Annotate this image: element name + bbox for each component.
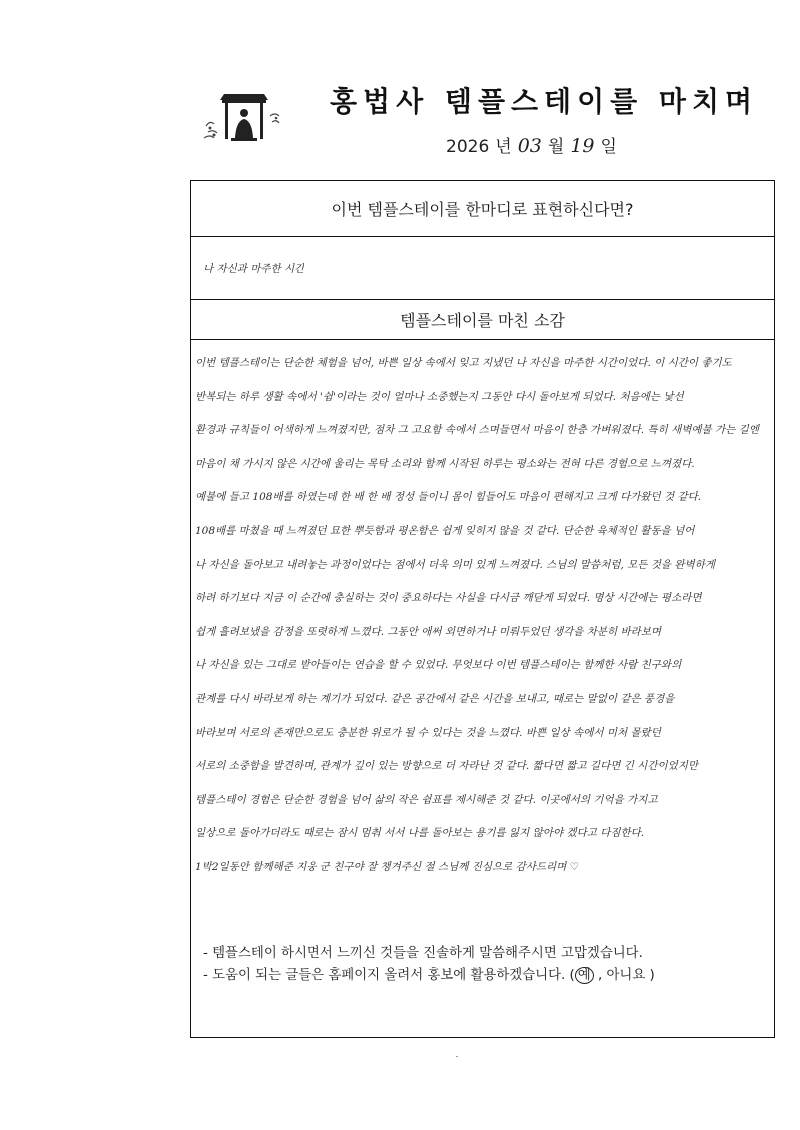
essay-line: 쉽게 흘려보냈을 감정을 또렷하게 느꼈다. 그동안 애써 외면하거나 미뤄두었던 생각을 차분히 바라보며 (195, 625, 662, 638)
essay-line: 일상으로 돌아가더라도 때로는 잠시 멈춰 서서 나를 돌아보는 용기를 잃지 않아야 겠다고 다짐한다. (195, 827, 645, 840)
essay-line: 1박2일동안 함께해준 지웅 군 친구야 잘 챙겨주신 절 스님께 진심으로 감사드리며 ♡ (195, 860, 580, 873)
essay-line: 예불에 들고 108배를 하였는데 한 배 한 배 정성 들이니 몸이 힘들어도 마음이 편해지고 크게 다가왔던 것 같다. (195, 491, 702, 504)
consent-yes-circled: 예 (575, 967, 594, 984)
essay-line: 환경과 규칙들이 어색하게 느껴졌지만, 점차 그 고요함 속에서 스며들면서 마음이 한층 가벼워졌다. 특히 새벽예불 가는 길엔 (195, 424, 759, 437)
footer-note-two-text: - 도움이 되는 글들은 홈페이지 올려서 홍보에 활용하겠습니다. ( (203, 968, 575, 983)
date-year: 2026 (446, 137, 490, 157)
question-two: 템플스테이를 마친 소감 (191, 300, 774, 340)
essay-line: 108배를 마쳤을 때 느껴졌던 묘한 뿌듯함과 평온함은 쉽게 잊히지 않을 것 같다. 단순한 육체적인 활동을 넘어 (195, 524, 695, 537)
footer-note-one: - 템플스테이 하시면서 느끼신 것들을 진솔하게 말씀해주시면 고맙겠습니다. (203, 946, 643, 961)
page-title: 홍법사 템플스테이를 마치며 (330, 85, 759, 118)
footer-note-two (203, 965, 764, 987)
essay-line: 관계를 다시 바라보게 하는 계기가 되었다. 같은 공간에서 같은 시간을 보내고, 때로는 말없이 같은 풍경을 (195, 692, 675, 705)
feedback-form (190, 180, 775, 1038)
question-one: 이번 템플스테이를 한마디로 표현하신다면? (191, 181, 774, 237)
date-day-unit: 일 (600, 137, 617, 157)
essay-line: 나 자신을 돌아보고 내려놓는 과정이었다는 점에서 더욱 의미 있게 느껴졌다. 스님의 말씀처럼, 모든 것을 완벽하게 (195, 558, 715, 571)
consent-no: , 아니요 ) (597, 968, 655, 983)
date-year-unit: 년 (495, 137, 512, 157)
essay-body (195, 347, 768, 885)
essay-line: 바라보며 서로의 존재만으로도 충분한 위로가 될 수 있다는 것을 느꼈다. 바쁜 일상 속에서 미처 몰랐던 (195, 726, 661, 739)
page-mark (456, 1056, 458, 1057)
essay-line: 템플스테이 경험은 단순한 경험을 넘어 삶의 작은 쉼표를 제시해준 것 같다. 이곳에서의 기억을 가지고 (195, 793, 658, 806)
essay-line: 반복되는 하루 생활 속에서 '쉼'이라는 것이 얼마나 소중했는지 그동안 다시 돌아보게 되었다. 처음에는 낯선 (195, 390, 684, 403)
essay-line: 마음이 채 가시지 않은 시간에 울리는 목탁 소리와 함께 시작된 하루는 평소와는 전혀 다른 경험으로 느껴졌다. (195, 457, 695, 470)
essay-line: 서로의 소중함을 발견하며, 관계가 깊이 있는 방향으로 더 자라난 것 같다. 짧다면 짧고 길다면 긴 시간이었지만 (195, 760, 699, 773)
essay-line: 이번 템플스테이는 단순한 체험을 넘어, 바쁜 일상 속에서 잊고 지냈던 나 자신을 마주한 시간이었다. 이 시간이 좋기도 (195, 357, 732, 369)
form-footer (203, 943, 764, 987)
answer-one-text: 나 자신과 마주한 시간 (203, 262, 305, 275)
answer-one (191, 237, 774, 300)
date-line (446, 132, 617, 157)
temple-logo (198, 86, 288, 146)
date-month: 03 (517, 135, 542, 157)
date-month-unit: 월 (547, 137, 565, 157)
essay-line: 나 자신을 있는 그대로 받아들이는 연습을 할 수 있었다. 무엇보다 이번 템플스테이는 함께한 사람 친구와의 (195, 659, 682, 672)
date-day: 19 (570, 135, 595, 157)
essay-line: 하려 하기보다 지금 이 순간에 충실하는 것이 중요하다는 사실을 다시금 깨닫게 되었다. 명상 시간에는 평소라면 (195, 592, 702, 605)
